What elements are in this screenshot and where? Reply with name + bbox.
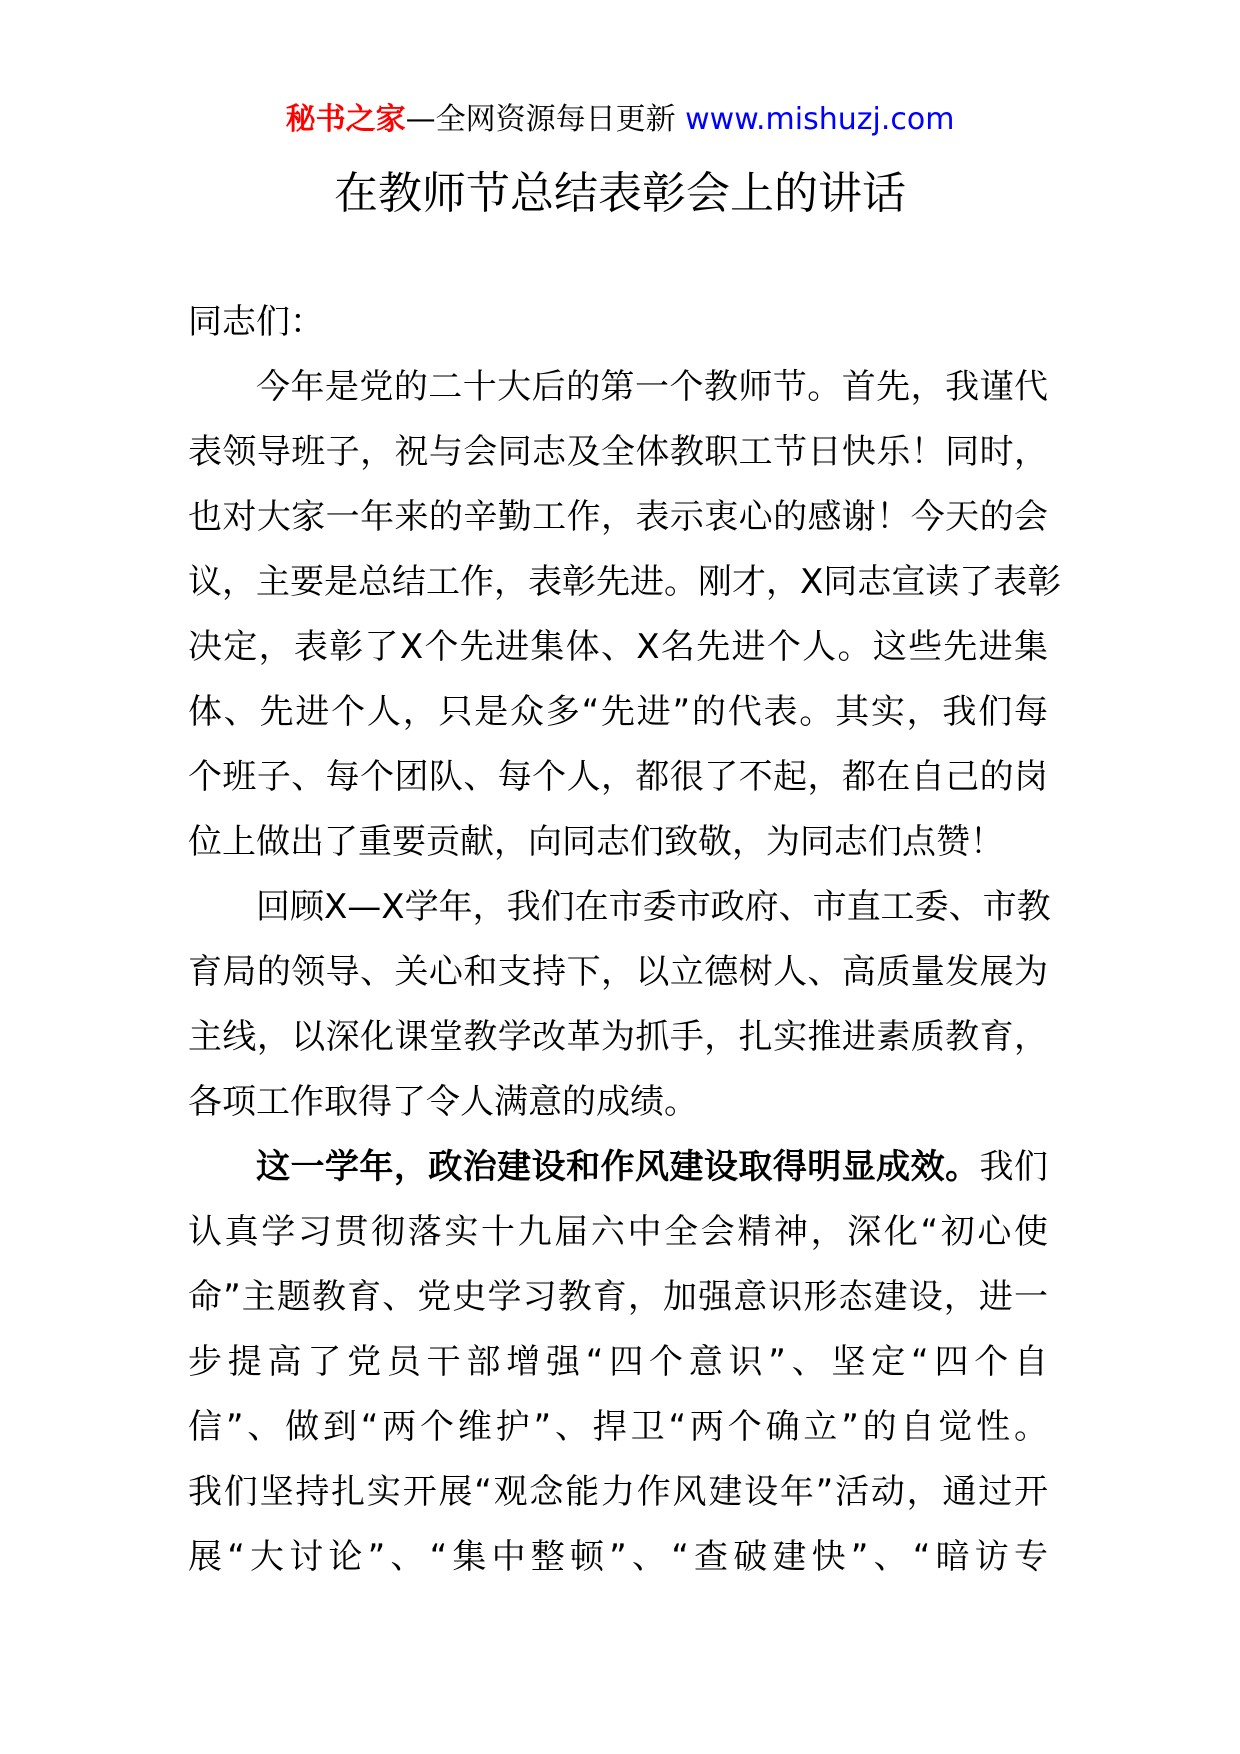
paragraph-line: 信”、做到“两个维护”、捍卫“两个确立”的自觉性。: [188, 1407, 1048, 1447]
paragraph-line: 议，主要是总结工作，表彰先进。刚才，X同志宣读了表彰: [188, 562, 1062, 602]
document-title: 在教师节总结表彰会上的讲话: [334, 168, 906, 219]
paragraph-line: 认真学习贯彻落实十九届六中全会精神，深化“初心使: [188, 1212, 1048, 1252]
paragraph-text: 我们: [979, 1147, 1049, 1187]
paragraph-line: 表领导班子，祝与会同志及全体教职工节日快乐！同时，: [188, 432, 1048, 472]
paragraph-line: [188, 1135, 1048, 1200]
paragraph-line: 回顾X—X学年，我们在市委市政府、市直工委、市教: [256, 887, 1051, 927]
paragraph-line: 个班子、每个团队、每个人，都很了不起，都在自己的岗: [188, 757, 1048, 797]
site-header: [0, 100, 1240, 140]
site-brand: 秘书之家: [285, 102, 406, 137]
paragraph-line: 位上做出了重要贡献，向同志们致敬，为同志们点赞！: [188, 822, 1004, 862]
section-heading: 这一学年，政治建设和作风建设取得明显成效。: [256, 1147, 980, 1187]
site-url[interactable]: www.mishuzj.com: [685, 102, 955, 137]
paragraph-line: 命”主题教育、党史学习教育，加强意识形态建设，进一: [188, 1277, 1048, 1317]
paragraph-line: 决定，表彰了X个先进集体、X名先进个人。这些先进集: [188, 627, 1048, 667]
paragraph-line: 今年是党的二十大后的第一个教师节。首先，我谨代: [256, 367, 1048, 407]
paragraph-line: 体、先进个人，只是众多“先进”的代表。其实，我们每: [188, 692, 1048, 732]
salutation: 同志们：: [188, 302, 324, 342]
paragraph-line: 主线，以深化课堂教学改革为抓手，扎实推进素质教育，: [188, 1017, 1048, 1057]
site-tagline: —全网资源每日更新: [405, 102, 686, 137]
paragraph-line: 展“大讨论”、“集中整顿”、“查破建快”、“暗访专: [188, 1537, 1048, 1577]
paragraph-line: 步提高了党员干部增强“四个意识”、坚定“四个自: [188, 1342, 1048, 1382]
paragraph-line: 也对大家一年来的辛勤工作，表示衷心的感谢！今天的会: [188, 497, 1048, 537]
document-body: [188, 290, 1062, 1590]
paragraph-line: 各项工作取得了令人满意的成绩。: [188, 1082, 698, 1122]
paragraph-line: 育局的领导、关心和支持下，以立德树人、高质量发展为: [188, 952, 1048, 992]
paragraph-line: 我们坚持扎实开展“观念能力作风建设年”活动，通过开: [188, 1472, 1048, 1512]
